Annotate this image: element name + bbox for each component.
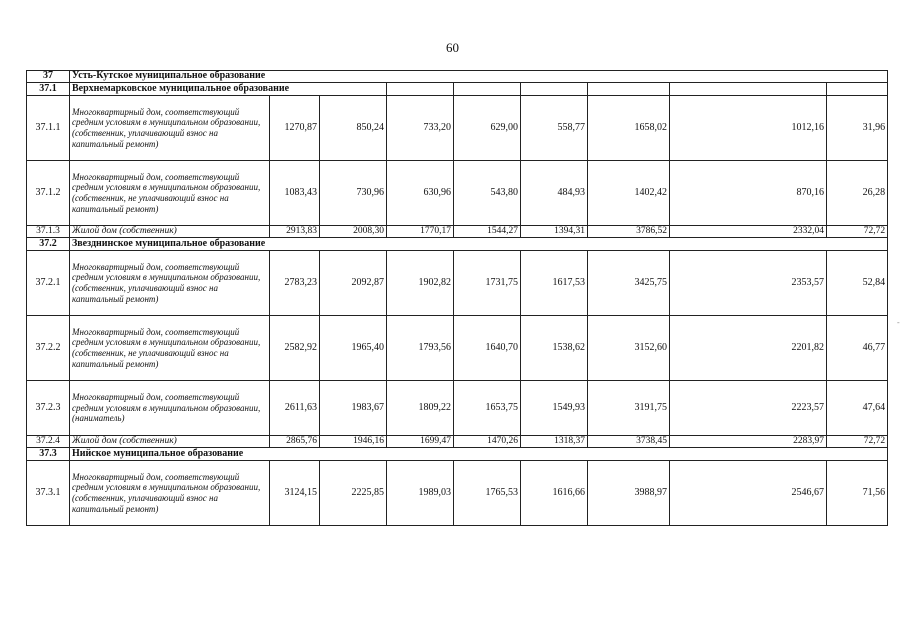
- row-description: Многоквартирный дом, соответствующий средним условиям в муниципальном образовании, (собственник, уплачивающий взнос на капитальный ремонт): [70, 96, 270, 161]
- value-cell: 1731,75: [454, 251, 521, 316]
- value-cell: 31,96: [827, 96, 888, 161]
- value-cell: 2582,92: [270, 316, 320, 381]
- table-row: [27, 161, 888, 226]
- value-cell: 3738,45: [588, 436, 670, 448]
- row-description: Многоквартирный дом, соответствующий средним условиям в муниципальном образовании, (собственник, уплачивающий взнос на капитальный ремонт): [70, 251, 270, 316]
- value-cell: 2332,04: [670, 226, 827, 238]
- value-cell: 1946,16: [320, 436, 387, 448]
- value-cell: 1402,42: [588, 161, 670, 226]
- value-cell: 558,77: [521, 96, 588, 161]
- value-cell: 1902,82: [387, 251, 454, 316]
- value-cell: 2283,97: [670, 436, 827, 448]
- value-cell: 630,96: [387, 161, 454, 226]
- row-description: Жилой дом (собственник): [70, 226, 270, 238]
- value-cell: 730,96: [320, 161, 387, 226]
- value-cell: 1270,87: [270, 96, 320, 161]
- row-description: Жилой дом (собственник): [70, 436, 270, 448]
- table-row: [27, 251, 888, 316]
- value-cell: 1470,26: [454, 436, 521, 448]
- value-cell: 2092,87: [320, 251, 387, 316]
- value-cell: 484,93: [521, 161, 588, 226]
- table-row: [27, 436, 888, 448]
- row-num: 37.1.1: [27, 96, 70, 161]
- value-cell: 1653,75: [454, 381, 521, 436]
- table-row: [27, 226, 888, 238]
- section-num: 37: [27, 71, 70, 83]
- value-cell: 1965,40: [320, 316, 387, 381]
- row-num: 37.3.1: [27, 461, 70, 526]
- value-cell: 1318,37: [521, 436, 588, 448]
- value-cell: 1616,66: [521, 461, 588, 526]
- subsection-num: 37.2: [27, 238, 70, 251]
- value-cell: 543,80: [454, 161, 521, 226]
- row-description: Многоквартирный дом, соответствующий средним условиям в муниципальном образовании, (собственник, не уплачивающий взнос на капитальный ремонт): [70, 161, 270, 226]
- table-row: [27, 461, 888, 526]
- value-cell: 1617,53: [521, 251, 588, 316]
- value-cell: 26,28: [827, 161, 888, 226]
- value-cell: 1544,27: [454, 226, 521, 238]
- row-num: 37.2.2: [27, 316, 70, 381]
- value-cell: 2783,23: [270, 251, 320, 316]
- value-cell: 3786,52: [588, 226, 670, 238]
- value-cell: 1658,02: [588, 96, 670, 161]
- value-cell: 2913,83: [270, 226, 320, 238]
- row-num: 37.1.2: [27, 161, 70, 226]
- value-cell: 3191,75: [588, 381, 670, 436]
- value-cell: 1793,56: [387, 316, 454, 381]
- value-cell: 2546,67: [670, 461, 827, 526]
- value-cell: 1538,62: [521, 316, 588, 381]
- value-cell: 2353,57: [670, 251, 827, 316]
- value-cell: 1765,53: [454, 461, 521, 526]
- value-cell: 1549,93: [521, 381, 588, 436]
- row-num: 37.1.3: [27, 226, 70, 238]
- value-cell: 3425,75: [588, 251, 670, 316]
- value-cell: 72,72: [827, 436, 888, 448]
- value-cell: 46,77: [827, 316, 888, 381]
- value-cell: 71,56: [827, 461, 888, 526]
- value-cell: 1770,17: [387, 226, 454, 238]
- tariff-table: [26, 70, 888, 526]
- value-cell: 2201,82: [670, 316, 827, 381]
- value-cell: 1394,31: [521, 226, 588, 238]
- subsection-num: 37.1: [27, 83, 70, 96]
- value-cell: 3988,97: [588, 461, 670, 526]
- subsection-title: Звезднинское муниципальное образование: [70, 238, 888, 251]
- value-cell: 1989,03: [387, 461, 454, 526]
- section-title: Усть-Кутское муниципальное образование: [70, 71, 888, 83]
- row-num: 37.2.1: [27, 251, 70, 316]
- value-cell: 1983,67: [320, 381, 387, 436]
- table-row: [27, 96, 888, 161]
- subsection-row: [27, 448, 888, 461]
- subsection-num: 37.3: [27, 448, 70, 461]
- subsection-row: [27, 238, 888, 251]
- table-row: [27, 316, 888, 381]
- value-cell: 1083,43: [270, 161, 320, 226]
- value-cell: 2611,63: [270, 381, 320, 436]
- row-description: Многоквартирный дом, соответствующий средним условиям в муниципальном образовании, (собственник, не уплачивающий взнос на капитальный ремонт): [70, 316, 270, 381]
- value-cell: 2865,76: [270, 436, 320, 448]
- value-cell: 1699,47: [387, 436, 454, 448]
- value-cell: 2008,30: [320, 226, 387, 238]
- value-cell: 47,64: [827, 381, 888, 436]
- value-cell: 1640,70: [454, 316, 521, 381]
- row-num: 37.2.3: [27, 381, 70, 436]
- value-cell: 3152,60: [588, 316, 670, 381]
- value-cell: 2225,85: [320, 461, 387, 526]
- row-description: Многоквартирный дом, соответствующий средним условиям в муниципальном образовании, (наниматель): [70, 381, 270, 436]
- section-row: [27, 71, 888, 83]
- row-description: Многоквартирный дом, соответствующий средним условиям в муниципальном образовании, (собственник, уплачивающий взнос на капитальный ремонт): [70, 461, 270, 526]
- value-cell: 1012,16: [670, 96, 827, 161]
- value-cell: 52,84: [827, 251, 888, 316]
- subsection-title: Нийское муниципальное образование: [70, 448, 888, 461]
- value-cell: 629,00: [454, 96, 521, 161]
- value-cell: 72,72: [827, 226, 888, 238]
- table-row: [27, 381, 888, 436]
- value-cell: 850,24: [320, 96, 387, 161]
- value-cell: 3124,15: [270, 461, 320, 526]
- value-cell: 870,16: [670, 161, 827, 226]
- subsection-row: [27, 83, 888, 96]
- value-cell: 1809,22: [387, 381, 454, 436]
- value-cell: 2223,57: [670, 381, 827, 436]
- row-num: 37.2.4: [27, 436, 70, 448]
- page-number: 60: [446, 40, 459, 55]
- subsection-title: Верхнемарковское муниципальное образование: [70, 83, 387, 96]
- value-cell: 733,20: [387, 96, 454, 161]
- side-mark: -: [897, 318, 900, 327]
